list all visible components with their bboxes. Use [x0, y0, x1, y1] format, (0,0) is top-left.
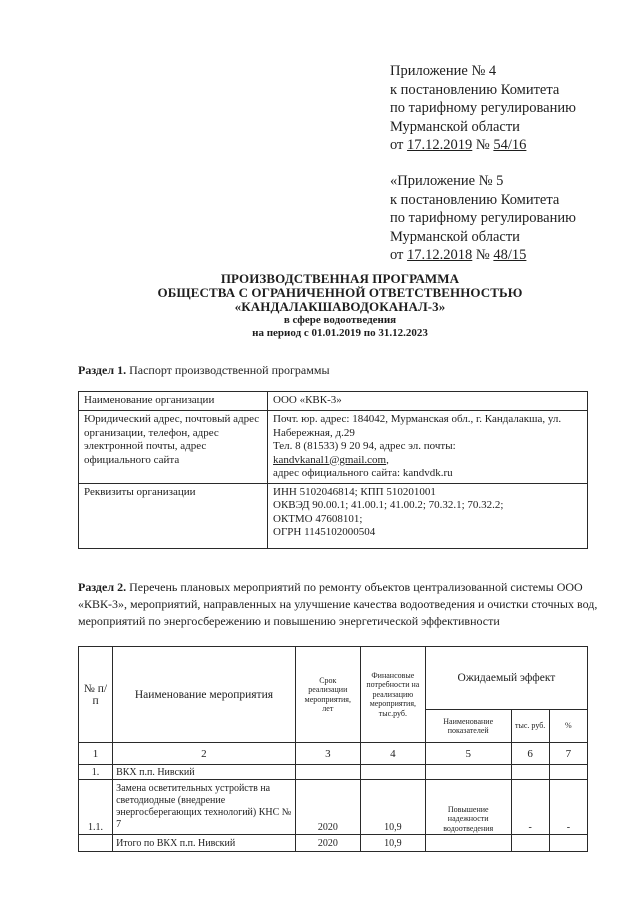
header-thousand: тыс. руб.	[511, 710, 549, 743]
title-line: ПРОИЗВОДСТВЕННАЯ ПРОГРАММА	[220, 271, 460, 286]
header-indicator: Наименование показателей	[425, 710, 511, 743]
header-num: № п/п	[79, 647, 113, 743]
row-num: 1.	[79, 765, 113, 780]
annex-title: Приложение № 4	[390, 63, 497, 79]
section1-heading: Раздел 1. Паспорт производственной программы	[78, 363, 330, 377]
annex-date: 17.12.2018	[407, 247, 473, 263]
header-percent: %	[549, 710, 587, 743]
column-number: 2	[113, 743, 296, 765]
annex-line: к постановлению Комитета	[390, 81, 560, 98]
row-num	[79, 835, 113, 852]
passport-key: Реквизиты организации	[79, 483, 268, 548]
header-term: Срок реализации мероприятия, лет	[295, 647, 360, 743]
column-number: 1	[79, 743, 113, 765]
row-term: 2020	[295, 835, 360, 852]
row-finance: 10,9	[360, 835, 425, 852]
row-name: ВКХ п.п. Нивский	[113, 765, 296, 780]
passport-value: Почт. юр. адрес: 184042, Мурманская обл., г. Кандалакша, ул. Набережная, д.29 Тел. 8 (81533) 9 20 94, адрес эл. почты: kandvkanal1@gmail.com, адрес официального сайта: kandvdk.ru	[268, 411, 588, 484]
table-row	[79, 765, 588, 780]
column-number: 6	[511, 743, 549, 765]
section2-heading: Раздел 2. Перечень плановых мероприятий по ремонту объектов централизованной системы ООО «КВК-3», мероприятий, направленных на улучшение качества водоотведения и очистки сточных вод, мероприятий по энергосбережению и повышению энергетической эффективности	[78, 580, 598, 628]
annex-number: 54/16	[493, 137, 527, 153]
annex-date-line: от 17.12.2018 № 48/15	[390, 247, 527, 263]
header-effect: Ожидаемый эффект	[425, 647, 587, 710]
annex-title: «Приложение № 5	[390, 173, 504, 189]
email-link[interactable]: kandvkanal1@gmail.com,	[273, 453, 389, 466]
annex-block-secondary	[390, 172, 576, 265]
column-number: 5	[425, 743, 511, 765]
row-name: Замена осветительных устройств на светодиодные (внедрение энергосберегающих технологий) КНС № 7	[113, 780, 296, 835]
row-name: Итого по ВКХ п.п. Нивский	[113, 835, 296, 852]
column-number: 3	[295, 743, 360, 765]
table-header-row	[79, 647, 588, 710]
annex-line: Мурманской области	[390, 228, 520, 245]
title-line: «КАНДАЛАКШАВОДОКАНАЛ-3»	[234, 299, 446, 314]
annex-line: Мурманской области	[390, 118, 520, 135]
annex-date-line: от 17.12.2019 № 54/16	[390, 137, 527, 153]
table-row	[79, 780, 588, 835]
row-indicator: Повышение надежности водоотведения	[425, 780, 511, 835]
column-number: 7	[549, 743, 587, 765]
events-table	[78, 646, 588, 852]
passport-value: ООО «КВК-3»	[268, 392, 588, 411]
annex-date: 17.12.2019	[407, 137, 473, 153]
row-num: 1.1.	[79, 780, 113, 835]
annex-line: по тарифному регулированию	[390, 100, 576, 116]
column-number: 4	[360, 743, 425, 765]
row-thousand: -	[511, 780, 549, 835]
title-line: ОБЩЕСТВА С ОГРАНИЧЕННОЙ ОТВЕТСТВЕННОСТЬЮ	[157, 285, 523, 300]
row-finance: 10,9	[360, 780, 425, 835]
row-term: 2020	[295, 780, 360, 835]
passport-table	[78, 391, 588, 549]
table-row	[79, 411, 588, 484]
table-row	[79, 743, 588, 765]
annex-line: к постановлению Комитета	[390, 191, 560, 208]
row-percent: -	[549, 780, 587, 835]
title-sphere: в сфере водоотведения	[283, 314, 397, 326]
header-finance: Финансовые потребности на реализацию мероприятия, тыс.руб.	[360, 647, 425, 743]
table-row	[79, 483, 588, 548]
annex-number: 48/15	[493, 247, 527, 263]
passport-value: ИНН 5102046814; КПП 510201001 ОКВЭД 90.00.1; 41.00.1; 41.00.2; 70.32.1; 70.32.2; ОКТМО 47608101; ОГРН 1145102000504	[268, 483, 588, 548]
annex-line: по тарифному регулированию	[390, 210, 576, 226]
header-name: Наименование мероприятия	[113, 647, 296, 743]
title-period: на период с 01.01.2019 по 31.12.2023	[252, 327, 428, 339]
table-row	[79, 835, 588, 852]
annex-block-primary	[390, 62, 576, 155]
passport-key: Юридический адрес, почтовый адрес организации, телефон, адрес электронной почты, адрес официального сайта	[79, 411, 268, 484]
table-row	[79, 392, 588, 411]
document-title	[60, 272, 620, 340]
passport-key: Наименование организации	[79, 392, 268, 411]
